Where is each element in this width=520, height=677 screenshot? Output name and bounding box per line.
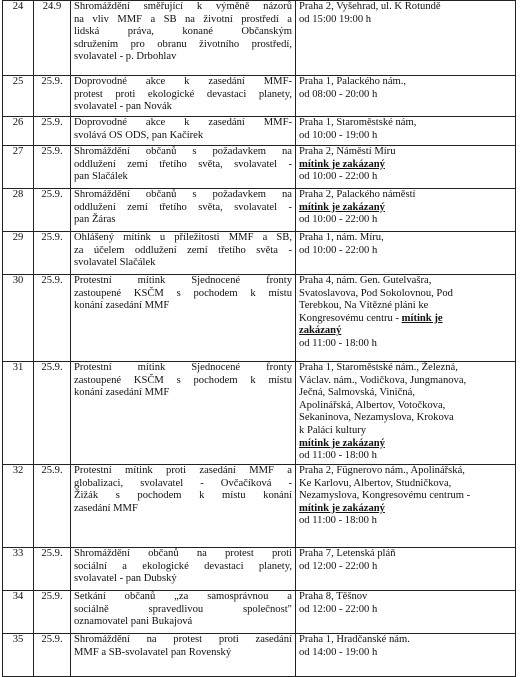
row-date: 25.9. bbox=[34, 465, 71, 548]
description-line: pan Slačálek bbox=[74, 171, 128, 183]
location-time-line: od 10:00 - 22:00 h bbox=[299, 171, 378, 183]
row-date: 25.9. bbox=[34, 189, 71, 232]
event-location bbox=[296, 189, 516, 232]
table-row bbox=[3, 465, 516, 548]
location-line: od 08:00 - 20:00 h bbox=[299, 88, 378, 100]
location-line: Praha 1, Staroměstské nám., Železná, bbox=[299, 362, 458, 373]
description-line: svolavatel - pan Dubský bbox=[74, 573, 177, 585]
description-line: Protestní mítink Sjednocené fronty bbox=[74, 362, 292, 373]
row-number: 30 bbox=[3, 275, 34, 362]
event-description bbox=[71, 548, 296, 591]
row-number: 31 bbox=[3, 362, 34, 465]
row-date: 25.9. bbox=[34, 146, 71, 189]
location-line: Ke Karlovu, Albertov, Studničkova, bbox=[299, 477, 452, 489]
event-description bbox=[71, 1, 296, 76]
forbidden-note: mítink je zakázaný bbox=[299, 158, 385, 170]
description-line: oznamovatel pani Bukajová bbox=[74, 616, 193, 628]
description-line: Setkání občanů „za samosprávnou a bbox=[74, 591, 292, 602]
description-line: konání zasedání MMF bbox=[74, 300, 170, 312]
location-time-line: od 11:00 - 18:00 h bbox=[299, 450, 377, 462]
event-location bbox=[296, 117, 516, 146]
description-line: lidská práva, konané Občanským bbox=[74, 26, 292, 38]
location-line: Kongresovému centru - mítink je bbox=[299, 312, 443, 324]
location-line: Praha 4, nám. Gen. Gutelvašra, bbox=[299, 275, 432, 286]
row-number: 32 bbox=[3, 465, 34, 548]
table-row bbox=[3, 117, 516, 146]
row-number: 35 bbox=[3, 634, 34, 677]
location-line: Praha 1, nám. Míru, bbox=[299, 232, 384, 243]
row-number: 26 bbox=[3, 117, 34, 146]
description-line: Shromáždění občanů s požadavkem na bbox=[74, 146, 292, 157]
row-date: 25.9. bbox=[34, 634, 71, 677]
row-number: 33 bbox=[3, 548, 34, 591]
table-row bbox=[3, 232, 516, 275]
row-date: 24.9 bbox=[34, 1, 71, 76]
row-number: 25 bbox=[3, 76, 34, 117]
description-line: svolává OS ODS, pan Kačírek bbox=[74, 129, 204, 141]
description-line: Doprovodné akce k zasedání MMF- bbox=[74, 117, 292, 128]
location-line: Apolinářská, Albertov, Votočkova, bbox=[299, 399, 446, 411]
document-page bbox=[2, 0, 516, 677]
location-line: Praha 2, Náměstí Míru bbox=[299, 146, 396, 157]
location-line: od 15:00 19:00 h bbox=[299, 13, 372, 25]
location-line: Praha 2, Vyšehrad, ul. K Rotundě bbox=[299, 1, 441, 12]
description-line: Shromáždění na protest proti zasedání bbox=[74, 634, 292, 645]
forbidden-note: mítink je zakázaný bbox=[299, 502, 385, 514]
location-time-line: od 10:00 - 22:00 h bbox=[299, 214, 378, 226]
table-row bbox=[3, 76, 516, 117]
description-line: Shromáždění občanů na protest proti bbox=[74, 548, 292, 559]
table-row bbox=[3, 362, 516, 465]
event-location bbox=[296, 634, 516, 677]
row-date: 25.9. bbox=[34, 362, 71, 465]
description-line: sdružením pro obranu životního prostředí, bbox=[74, 38, 292, 50]
event-description bbox=[71, 146, 296, 189]
location-line: Ječná, Salmovská, Viničná, bbox=[299, 387, 415, 399]
description-line: Ohlášený mítink u příležitosti MMF a SB, bbox=[74, 232, 292, 243]
location-line: Svatoslavova, Pod Sokolovnou, Pod bbox=[299, 287, 453, 299]
description-line: Protestní mítink Sjednocené fronty bbox=[74, 275, 292, 286]
event-description bbox=[71, 275, 296, 362]
forbidden-note: mítink je bbox=[401, 312, 443, 324]
event-location bbox=[296, 465, 516, 548]
row-date: 25.9. bbox=[34, 591, 71, 634]
row-date: 25.9. bbox=[34, 275, 71, 362]
event-description bbox=[71, 362, 296, 465]
description-line: svolavatel Slačálek bbox=[74, 257, 156, 269]
location-line: Praha 1, Hradčanské nám. bbox=[299, 634, 410, 645]
description-line: Žižák s pochodem k místu konání bbox=[74, 490, 292, 502]
location-line: Sekaninova, Nezamyslova, Krokova bbox=[299, 412, 454, 424]
row-date: 25.9. bbox=[34, 548, 71, 591]
location-line: od 11:00 - 18:00 h bbox=[299, 337, 377, 349]
event-location bbox=[296, 76, 516, 117]
forbidden-note: mítink je zakázaný bbox=[299, 437, 385, 449]
location-line: od 12:00 - 22:00 h bbox=[299, 560, 378, 572]
description-line: Shromáždění směřující k výměně názorů bbox=[74, 1, 292, 12]
description-line: sociální a ekologické devastaci planety, bbox=[74, 560, 292, 572]
row-date: 25.9. bbox=[34, 117, 71, 146]
description-line: sociálně spravedlivou společnost" bbox=[74, 603, 292, 615]
description-line: na vliv MMF a SB na životní prostředí a bbox=[74, 13, 292, 25]
location-line: od 10:00 - 19:00 h bbox=[299, 129, 378, 141]
table-row bbox=[3, 146, 516, 189]
event-location bbox=[296, 232, 516, 275]
event-location bbox=[296, 591, 516, 634]
location-line: Praha 2, Fügnerovo nám., Apolinářská, bbox=[299, 465, 465, 476]
table-row bbox=[3, 591, 516, 634]
event-location bbox=[296, 1, 516, 76]
table-row bbox=[3, 634, 516, 677]
description-line: konání zasedání MMF bbox=[74, 387, 170, 399]
location-line: Praha 7, Letenská pláň bbox=[299, 548, 396, 559]
table-row bbox=[3, 1, 516, 76]
location-line: Nezamyslova, Kongresovému centrum - bbox=[299, 490, 471, 502]
description-line: Shromáždění občanů s požadavkem na bbox=[74, 189, 292, 200]
row-date: 25.9. bbox=[34, 76, 71, 117]
table-row bbox=[3, 275, 516, 362]
table-row bbox=[3, 189, 516, 232]
description-line: MMF a SB-svolavatel pan Rovenský bbox=[74, 646, 232, 658]
event-description bbox=[71, 465, 296, 548]
location-line: zakázaný bbox=[299, 325, 342, 337]
description-line: oddlužení zemí třetího světa, svolavatel - bbox=[74, 158, 292, 170]
location-line: Praha 2, Palackého náměstí bbox=[299, 189, 416, 200]
description-line: pan Žáras bbox=[74, 214, 116, 226]
description-line: protest proti ekologické devastaci planety, bbox=[74, 88, 292, 100]
event-location bbox=[296, 275, 516, 362]
event-description bbox=[71, 591, 296, 634]
event-location bbox=[296, 146, 516, 189]
row-number: 28 bbox=[3, 189, 34, 232]
location-line: Václav. nám., Vodičkova, Jungmanova, bbox=[299, 374, 467, 386]
event-description bbox=[71, 634, 296, 677]
location-line: od 14:00 - 19:00 h bbox=[299, 646, 378, 658]
location-line: Praha 1, Palackého nám., bbox=[299, 76, 407, 87]
event-description bbox=[71, 117, 296, 146]
description-line: zastoupené KSČM s pochodem k místu bbox=[74, 287, 292, 299]
events-table bbox=[2, 0, 516, 677]
description-line: Doprovodné akce k zasedání MMF- bbox=[74, 76, 292, 87]
description-line: oddlužení zemí třetího světa, svolavatel - bbox=[74, 201, 292, 213]
description-line: zastoupené KSČM s pochodem k místu bbox=[74, 374, 292, 386]
forbidden-note: mítink je zakázaný bbox=[299, 201, 385, 213]
location-time-line: od 11:00 - 18:00 h bbox=[299, 515, 377, 527]
location-line: k Paláci kultury bbox=[299, 424, 367, 436]
description-line: svolavatel - pan Novák bbox=[74, 101, 172, 113]
description-line: svolavatel - p. Drbohlav bbox=[74, 51, 177, 63]
table-row bbox=[3, 548, 516, 591]
location-line: Praha 1, Staroměstské nám, bbox=[299, 117, 417, 128]
event-description bbox=[71, 189, 296, 232]
events-table-body bbox=[3, 1, 516, 677]
description-line: za účelem oddlužení zemí třetího světa - bbox=[74, 244, 292, 256]
location-line: Terebkou, Na Vítězné pláni ke bbox=[299, 300, 429, 312]
row-date: 25.9. bbox=[34, 232, 71, 275]
event-location bbox=[296, 548, 516, 591]
event-description bbox=[71, 76, 296, 117]
description-line: globalizaci, svolavatel - Ovčačíková - bbox=[74, 477, 292, 489]
row-number: 27 bbox=[3, 146, 34, 189]
row-number: 24 bbox=[3, 1, 34, 76]
event-description bbox=[71, 232, 296, 275]
description-line: Protestní mítink proti zasedání MMF a bbox=[74, 465, 292, 476]
row-number: 29 bbox=[3, 232, 34, 275]
row-number: 34 bbox=[3, 591, 34, 634]
event-location bbox=[296, 362, 516, 465]
location-line: Praha 8, Těšnov bbox=[299, 591, 368, 602]
location-line: od 12:00 - 22:00 h bbox=[299, 603, 378, 615]
description-line: zasedání MMF bbox=[74, 502, 138, 514]
location-line: od 10:00 - 22:00 h bbox=[299, 244, 378, 256]
